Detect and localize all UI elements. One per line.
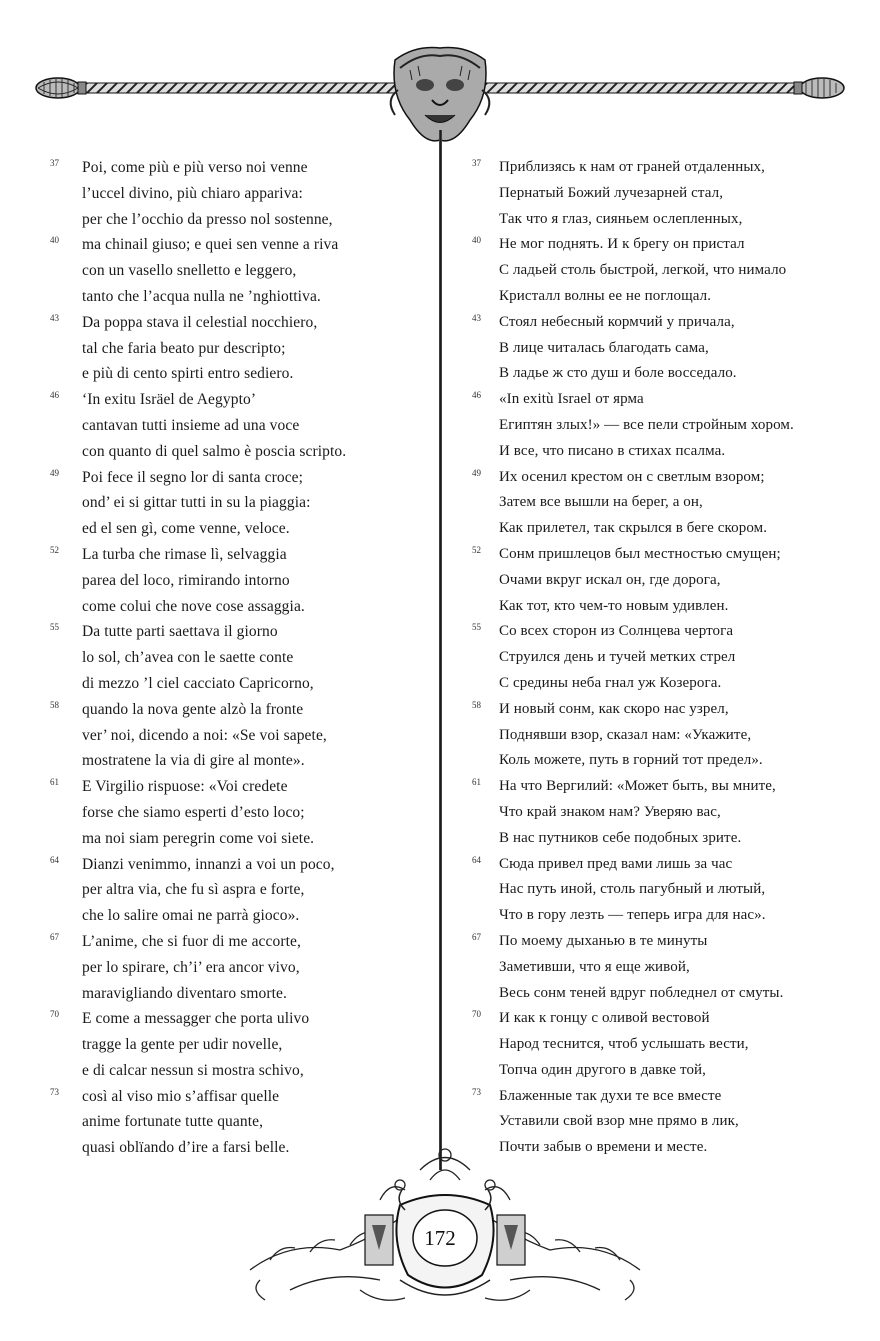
russian-stanza [472, 465, 867, 542]
russian-verse-line: Топча один другого в давке той, [499, 1061, 707, 1078]
verse-number: 58 [472, 699, 481, 710]
verse-number: 64 [50, 854, 59, 865]
italian-stanza [50, 852, 430, 929]
italian-verse-line: tanto che l’acqua nulla ne ’nghiottiva. [82, 287, 321, 305]
russian-verse-line: С ладьей столь быстрой, легкой, что нимало [499, 262, 787, 279]
russian-verse-line: Весь сонм теней вдруг побледнел от смуты. [499, 984, 784, 1001]
italian-verse-line: E Virgilio rispuose: «Voi credete [82, 778, 288, 796]
italian-verse-line: tal che faria beato pur descripto; [82, 339, 286, 357]
russian-stanza [472, 852, 867, 929]
russian-stanza [472, 155, 867, 232]
russian-verse-line: Сонм пришлецов был местностью смущен; [499, 545, 781, 562]
italian-verse-line: Dianzi venimmo, innanzi a voi un poco, [82, 855, 335, 873]
verse-number: 61 [50, 777, 59, 788]
russian-verse-line: Пернатый Божий лучезарней стал, [499, 184, 724, 201]
russian-verse-line: В ладье ж сто душ и боле восседало. [499, 365, 737, 382]
italian-verse-line: forse che siamo esperti d’esto loco; [82, 803, 305, 821]
italian-verse-line: come colui che nove cose assaggia. [82, 597, 305, 615]
italian-stanza [50, 697, 430, 774]
verse-number: 49 [50, 467, 59, 478]
russian-verse-line: Коль можете, путь в горний тот предел». [499, 752, 763, 769]
russian-verse-line: Их осенил крестом он с светлым взором; [499, 468, 765, 485]
italian-verse-line: ma chinail giuso; e quei sen venne a riva [82, 236, 339, 254]
russian-verse-line: Заметивши, что я еще живой, [499, 958, 690, 975]
russian-verse-line: Как прилетел, так скрылся в беге скором. [499, 520, 768, 537]
verse-number: 46 [472, 390, 481, 401]
russian-verse-line: В нас путников себе подобных зрите. [499, 829, 742, 846]
verse-number: 70 [50, 1009, 59, 1020]
verse-number: 37 [50, 158, 59, 168]
italian-verse-line: ‘In exitu Isräel de Aegypto’ [82, 391, 257, 409]
italian-verse-line: ma noi siam peregrin come voi siete. [82, 829, 315, 847]
russian-verse-line: Блаженные так духи те все вместе [499, 1087, 722, 1104]
russian-verse-line: Приблизясь к нам от граней отдаленных, [499, 159, 765, 175]
russian-verse-line: И все, что писано в стихах псалма. [499, 442, 726, 459]
russian-verse-line: И новый сонм, как скоро нас узрел, [499, 700, 729, 717]
verse-number: 43 [50, 312, 59, 323]
italian-verse-line: parea del loco, rimirando intorno [82, 571, 290, 589]
italian-verse-line: Da poppa stava il celestial nocchiero, [82, 313, 318, 331]
italian-verse-line: e di calcar nessun si mostra schivo, [82, 1061, 304, 1079]
italian-verse-line: La turba che rimase lì, selvaggia [82, 545, 287, 563]
italian-verse-line: con quanto di quel salmo è poscia scripto. [82, 442, 347, 460]
page-number: 172 [424, 1226, 456, 1250]
italian-verse-line: l’uccel divino, più chiaro appariva: [82, 184, 303, 202]
russian-verse-line: По моему дыханью в те минуты [499, 932, 708, 949]
russian-verse-line: Сюда привел пред вами лишь за час [499, 855, 733, 872]
italian-stanza [50, 387, 430, 464]
italian-verse-line: di mezzo ’l ciel cacciato Capricorno, [82, 674, 314, 692]
verse-number: 46 [50, 390, 59, 401]
italian-verse-line: per altra via, che fu sì aspra e forte, [82, 881, 305, 899]
italian-verse-line: Da tutte parti saettava il giorno [82, 623, 278, 641]
italian-stanza [50, 232, 430, 309]
italian-verse-line: che lo salire omai ne parrà gioco». [82, 907, 300, 925]
italian-stanza [50, 542, 430, 619]
italian-verse-line: Poi fece il segno lor di santa croce; [82, 468, 304, 486]
verse-number: 40 [50, 235, 59, 246]
russian-verse-line: Уставили свой взор мне прямо в лик, [499, 1113, 739, 1130]
verse-number: 73 [472, 1086, 481, 1097]
verse-number: 55 [472, 622, 481, 633]
russian-verse-line: Не мог поднять. И к брегу он пристал [499, 236, 745, 253]
italian-verse-line: ver’ noi, dicendo a noi: «Se voi sapete, [82, 726, 327, 744]
russian-verse-line: Что край знаком нам? Уверяю вас, [499, 803, 721, 820]
verse-number: 67 [472, 931, 481, 942]
italian-stanza [50, 619, 430, 696]
russian-stanza [472, 697, 867, 774]
russian-verse-line: Струился день и тучей метких стрел [499, 649, 736, 666]
russian-verse-line: В лице читалась благодать сама, [499, 339, 709, 356]
italian-column [50, 155, 430, 1161]
italian-verse-line: ed el sen gì, come venne, veloce. [82, 520, 290, 538]
russian-verse-line: Как тот, кто чем-то новым удивлен. [499, 597, 729, 614]
russian-verse-line: «In exitù Israel от ярма [499, 391, 644, 408]
italian-stanza [50, 465, 430, 542]
russian-verse-line: Почти забыв о времени и месте. [499, 1139, 708, 1156]
verse-number: 58 [50, 699, 59, 710]
russian-verse-line: Стоял небесный кормчий у причала, [499, 313, 735, 330]
russian-stanza [472, 1006, 867, 1083]
italian-verse-line: quando la nova gente alzò la fronte [82, 700, 304, 718]
russian-verse-line: С средины неба гнал уж Козерога. [499, 674, 722, 691]
left-finial-icon [36, 78, 86, 98]
italian-verse-line: per lo spirare, ch’i’ era ancor vivo, [82, 958, 300, 976]
verse-number: 64 [472, 854, 481, 865]
russian-stanza [472, 929, 867, 1006]
italian-verse-line: così al viso mio s’affisar quelle [82, 1087, 280, 1105]
verse-number: 61 [472, 777, 481, 788]
italian-verse-line: ond’ ei si gittar tutti in su la piaggia: [82, 494, 311, 512]
russian-verse-line: Народ теснится, чтоб услышать вести, [499, 1036, 749, 1053]
russian-verse-line: Со всех сторон из Солнцева чертога [499, 623, 734, 640]
russian-verse-line: Так что я глаз, сияньем ослепленных, [499, 210, 743, 227]
italian-verse-line: tragge la gente per udir novelle, [82, 1036, 283, 1054]
verse-number: 52 [472, 544, 481, 555]
italian-verse-line: con un vasello snelletto e leggero, [82, 262, 297, 280]
italian-verse-line: mostratene la via di gire al monte». [82, 752, 305, 770]
italian-verse-line: cantavan tutti insieme ad una voce [82, 416, 300, 434]
verse-number: 37 [472, 158, 481, 168]
russian-verse-line: Поднявши взор, сказал нам: «Укажите, [499, 726, 752, 743]
verse-number: 49 [472, 467, 481, 478]
italian-verse-line: e più di cento spirti entro sediero. [82, 365, 294, 383]
verse-number: 73 [50, 1086, 59, 1097]
verse-number: 52 [50, 544, 59, 555]
russian-stanza [472, 619, 867, 696]
italian-verse-line: per che l’occhio da presso nol sostenne, [82, 210, 333, 228]
italian-verse-line: E come a messagger che porta ulivo [82, 1010, 310, 1028]
russian-verse-line: Затем все вышли на берег, а он, [499, 494, 703, 511]
italian-stanza [50, 774, 430, 851]
verse-number: 67 [50, 931, 59, 942]
russian-verse-line: И как к гонцу с оливой вестовой [499, 1010, 710, 1027]
verse-number: 43 [472, 312, 481, 323]
russian-stanza [472, 542, 867, 619]
italian-verse-line: quasi oblïando d’ire a farsi belle. [82, 1139, 290, 1157]
verse-number: 70 [472, 1009, 481, 1020]
russian-column [472, 155, 867, 1161]
verse-number: 55 [50, 622, 59, 633]
italian-verse-line: maravigliando diventaro smorte. [82, 984, 287, 1002]
lion-mask-icon [391, 48, 490, 141]
column-divider [439, 130, 442, 1170]
italian-stanza [50, 1006, 430, 1083]
russian-stanza [472, 387, 867, 464]
russian-verse-line: На что Вергилий: «Может быть, вы мните, [499, 778, 776, 795]
russian-verse-line: Кристалл волны ее не поглощал. [499, 287, 712, 304]
russian-stanza [472, 232, 867, 309]
verse-number: 40 [472, 235, 481, 246]
russian-stanza [472, 774, 867, 851]
italian-verse-line: anime fortunate tutte quante, [82, 1113, 264, 1131]
italian-verse-line: Poi, come più e più verso noi venne [82, 159, 308, 176]
right-finial-icon [794, 78, 844, 98]
russian-verse-line: Что в гору лезть — теперь игра для нас». [499, 907, 766, 924]
italian-verse-line: lo sol, ch’avea con le saette conte [82, 649, 294, 667]
russian-verse-line: Нас путь иной, столь пагубный и лютый, [499, 881, 766, 898]
russian-verse-line: Египтян злых!» — все пели стройным хором. [499, 416, 794, 433]
italian-stanza [50, 155, 430, 232]
italian-stanza [50, 929, 430, 1006]
russian-verse-line: Очами вкруг искал он, где дорога, [499, 571, 721, 588]
russian-stanza [472, 310, 867, 387]
italian-stanza [50, 310, 430, 387]
italian-verse-line: L’anime, che si fuor di me accorte, [82, 932, 301, 950]
